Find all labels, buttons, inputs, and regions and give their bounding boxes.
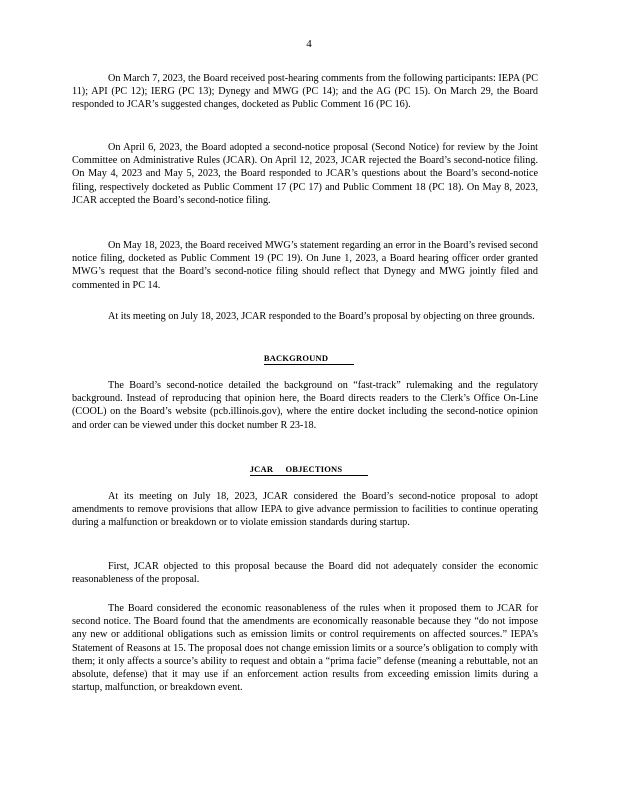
paragraph-post-hearing-comments: On March 7, 2023, the Board received post-hearing comments from the following participants: IEPA (PC 11); API (PC 12); IERG (PC 13); Dynegy and MWG (PC 14); and the AG (PC 15). On March 29, the Board responded to JCAR’s suggested changes, docketed as Public Comment 16 (PC 16). xyxy=(72,73,538,111)
paragraph-background: The Board’s second-notice detailed the background on “fast-track” rulemaking and the regulatory background. Instead of reproducing that opinion here, the Board directs readers to the Clerk’s Office On-Line (COOL) on the Board’s website (pcb.illinois.gov), where the entire docket including the second-notice opinion and order can be viewed under this docket number R 23-18. xyxy=(72,380,538,431)
heading-jcar-objections: JCAR OBJECTIONS xyxy=(0,464,618,476)
heading-background: BACKGROUND xyxy=(0,353,618,365)
paragraph-jcar-considered: At its meeting on July 18, 2023, JCAR considered the Board’s second-notice proposal to adopt amendments to remove provisions that allow IEPA to give advance permission to facilities to continue operating during a malfunction or breakdown or to violate emission standards during startup. xyxy=(72,491,538,529)
paragraph-economic-reasonableness: The Board considered the economic reasonableness of the rules when it proposed them to JCAR for second notice. The Board found that the amendments are economically reasonable because they “do not impose any new or additional obligations such as emission limits or control requirements on affected sources.” IEPA’s Statement of Reasons at 15. The proposal does not change emission limits or a source’s obligation to comply with them; it only affects a source’s ability to request and obtain a “prima facie” defense (meaning a rebuttable, not an absolute, defense) that it may use if an enforcement action results from exceeding emission limits during a startup, malfunction, or breakdown event. xyxy=(72,603,538,694)
paragraph-jcar-meeting: At its meeting on July 18, 2023, JCAR responded to the Board’s proposal by objecting on three grounds. xyxy=(108,311,535,322)
paragraph-second-notice: On April 6, 2023, the Board adopted a second-notice proposal (Second Notice) for review by the Joint Committee on Administrative Rules (JCAR). On April 12, 2023, JCAR rejected the Board’s second-notice filing. On May 4, 2023 and May 5, 2023, the Board responded to JCAR’s questions about the Board’s second-notice filing, respectively docketed as Public Comment 17 (PC 17) and Public Comment 18 (PC 18). On May 8, 2023, JCAR accepted the Board’s second-notice filing. xyxy=(72,142,538,206)
paragraph-mwg-statement: On May 18, 2023, the Board received MWG’s statement regarding an error in the Board’s revised second notice filing, docketed as Public Comment 19 (PC 19). On June 1, 2023, a Board hearing officer order granted MWG’s request that the Board’s second-notice filing should reflect that Dynegy and MWG jointly filed and commented in PC 14. xyxy=(72,240,538,291)
page-number: 4 xyxy=(306,38,312,50)
paragraph-first-objection: First, JCAR objected to this proposal because the Board did not adequately consider the economic reasonableness of the proposal. xyxy=(72,561,538,586)
